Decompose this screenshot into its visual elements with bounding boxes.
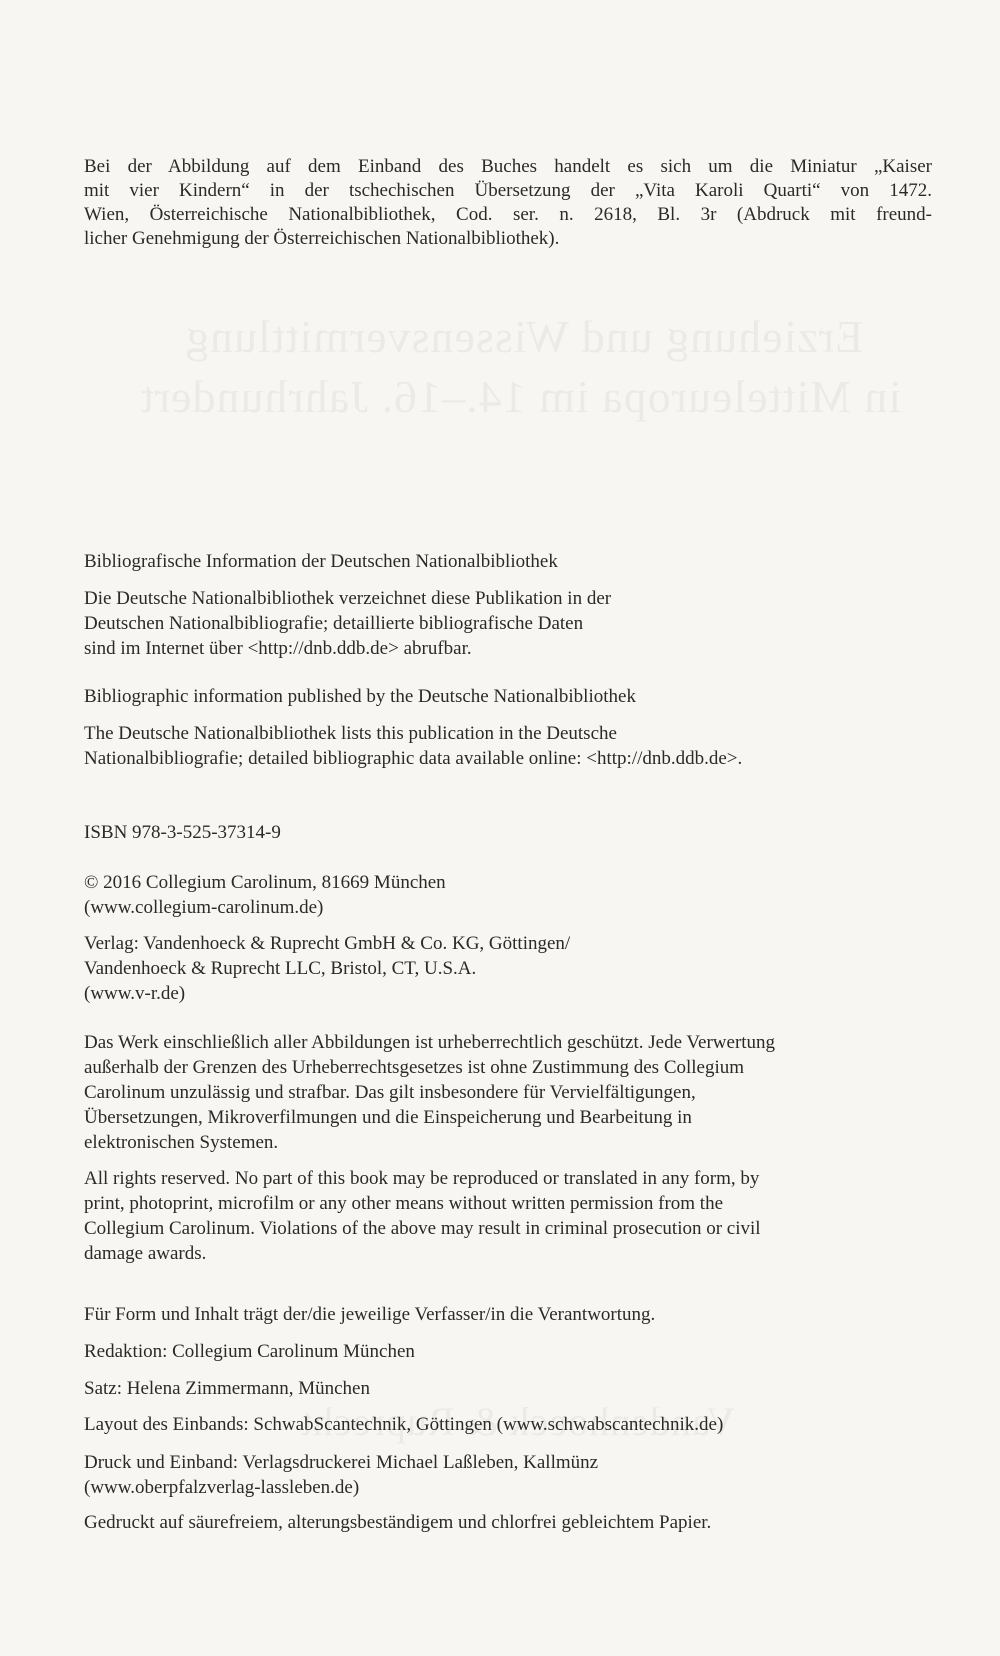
cover-note-line: Wien, Österreichische Nationalbibliothek, Cod. ser. n. 2618, Bl. 3r (Abdruck mit freund-: [84, 204, 932, 225]
printing-line: (www.oberpfalzverlag-lassleben.de): [84, 1477, 360, 1498]
bib-info-german-line: sind im Internet über <http://dnb.ddb.de> abrufbar.: [84, 638, 472, 659]
bib-info-english-line: Nationalbibliografie; detailed bibliographic data available online: <http://dnb.ddb.de>.: [84, 748, 743, 769]
bib-info-german: [84, 549, 924, 661]
copyright-line: © 2016 Collegium Carolinum, 81669 München: [84, 872, 446, 893]
show-through-title-line-1: [185, 310, 863, 363]
show-through-title-line-2: [140, 370, 901, 423]
paper-note: Gedruckt auf säurefreiem, alterungsbeständigem und chlorfrei gebleichtem Papier.: [84, 1512, 712, 1533]
bib-info-english-line: The Deutsche Nationalbibliothek lists this publication in the Deutsche: [84, 723, 617, 744]
printing-credit: [84, 1450, 924, 1500]
editing-credit: Redaktion: Collegium Carolinum München: [84, 1341, 415, 1362]
publisher-line: Vandenhoeck & Ruprecht LLC, Bristol, CT, U.S.A.: [84, 958, 477, 979]
bib-info-english: [84, 684, 924, 771]
typesetting-credit: Satz: Helena Zimmermann, München: [84, 1378, 370, 1399]
cover-note-line: Bei der Abbildung auf dem Einband des Buches handelt es sich um die Miniatur „Kaiser: [84, 156, 932, 177]
rights-english-line: All rights reserved. No part of this book may be reproduced or translated in any form, by: [84, 1168, 760, 1189]
rights-german-line: außerhalb der Grenzen des Urheberrechtsgesetzes ist ohne Zustimmung des Collegium: [84, 1057, 745, 1078]
printing-line: Druck und Einband: Verlagsdruckerei Michael Laßleben, Kallmünz: [84, 1452, 599, 1473]
bib-info-english-heading: Bibliographic information published by the Deutsche Nationalbibliothek: [84, 686, 636, 707]
bib-info-german-heading: Bibliografische Information der Deutschen Nationalbibliothek: [84, 551, 558, 572]
publisher-line: (www.v-r.de): [84, 983, 186, 1004]
rights-english-line: damage awards.: [84, 1243, 207, 1264]
isbn: ISBN 978-3-525-37314-9: [84, 822, 281, 843]
rights-german-line: elektronischen Systemen.: [84, 1132, 279, 1153]
cover-layout-credit: Layout des Einbands: SchwabScantechnik, Göttingen (www.schwabscantechnik.de): [84, 1414, 724, 1435]
rights-german-line: Das Werk einschließlich aller Abbildungen ist urheberrechtlich geschützt. Jede Verwertung: [84, 1032, 776, 1053]
rights-german-line: Übersetzungen, Mikroverfilmungen und die Einspeicherung und Bearbeitung in: [84, 1107, 692, 1128]
rights-english-line: print, photoprint, microfilm or any other means without written permission from the: [84, 1193, 724, 1214]
responsibility-note: Für Form und Inhalt trägt der/die jeweilige Verfasser/in die Verantwortung.: [84, 1304, 656, 1325]
cover-note-line: licher Genehmigung der Österreichischen Nationalbibliothek).: [84, 228, 560, 249]
cover-note-line: mit vier Kindern“ in der tschechischen Übersetzung der „Vita Karoli Quarti“ von 1472.: [84, 180, 932, 201]
cover-note: [84, 155, 932, 251]
publisher-info: [84, 931, 924, 1006]
copyright-notice: [84, 870, 924, 920]
rights-statement-german: [84, 1030, 924, 1155]
copyright-line: (www.collegium-carolinum.de): [84, 897, 324, 918]
rights-german-line: Carolinum unzulässig und strafbar. Das gilt insbesondere für Vervielfältigungen,: [84, 1082, 696, 1103]
publisher-line: Verlag: Vandenhoeck & Ruprecht GmbH & Co. KG, Göttingen/: [84, 933, 571, 954]
rights-statement-english: [84, 1166, 924, 1266]
bib-info-german-line: Die Deutsche Nationalbibliothek verzeichnet diese Publikation in der: [84, 588, 612, 609]
rights-english-line: Collegium Carolinum. Violations of the above may result in criminal prosecution or civil: [84, 1218, 761, 1239]
bib-info-german-line: Deutschen Nationalbibliografie; detaillierte bibliografische Daten: [84, 613, 584, 634]
